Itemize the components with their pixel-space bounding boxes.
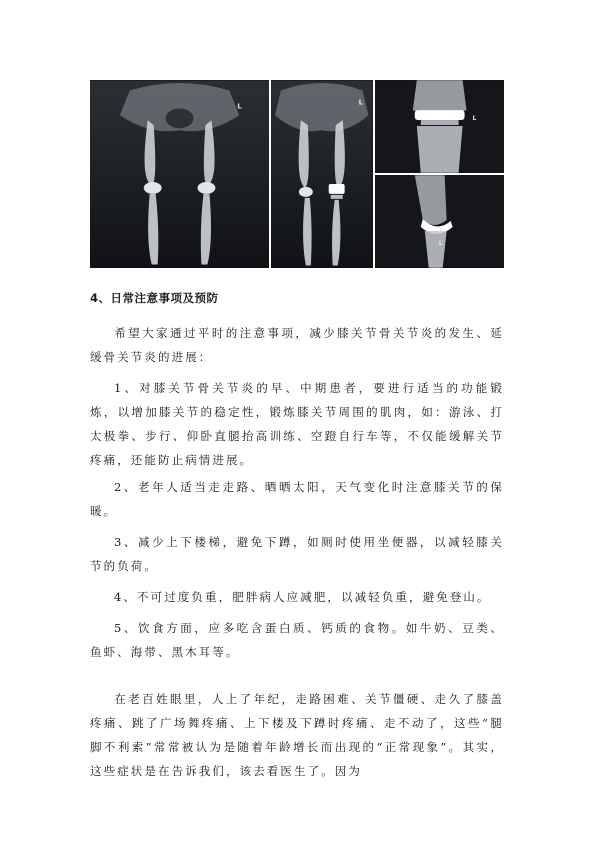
xray-preop-graphic (90, 80, 269, 268)
paragraph-item-4 (90, 585, 504, 609)
paragraph-item-1 (90, 376, 504, 472)
paragraph-item-2 (90, 475, 504, 523)
paragraph-item-5 (90, 616, 504, 664)
xray-marker-4: L (438, 239, 443, 247)
paragraph-intro (90, 321, 504, 369)
paragraph-item-2-text: 2、老年人适当走走路、晒晒太阳，天气变化时注意膝关节的保暖。 (90, 480, 504, 518)
paragraph-item-3-text: 3、减少上下楼梯，避免下蹲，如厕时使用坐便器，以减轻膝关节的负荷。 (90, 535, 504, 573)
paragraph-closing-text: 在老百姓眼里，人上了年纪，走路困难、关节僵硬、走久了膝盖疼痛、跳了广场舞疼痛、上下楼及下蹲时疼痛、走不动了，这些“腿脚不利索”常常被认为是随着年龄增长而出现的“正常现象”。其实，这些症状是在告诉我们，该去看医生了。因为 (90, 692, 504, 778)
xray-preop-full-leg (90, 80, 269, 268)
xray-image-strip (90, 80, 504, 268)
paragraph-item-3 (90, 530, 504, 578)
xray-postop-graphic (271, 80, 373, 268)
section-heading: 4、日常注意事项及预防 (90, 291, 219, 305)
xray-knee-detail-column (375, 80, 504, 268)
xray-postop-full-leg (271, 80, 373, 268)
xray-knee-lateral (375, 175, 504, 268)
paragraph-intro-text: 希望大家通过平时的注意事项，减少膝关节骨关节炎的发生、延缓骨关节炎的进展： (90, 326, 504, 364)
xray-marker-3: L (472, 115, 476, 123)
paragraph-item-4-text: 4、不可过度负重，肥胖病人应减肥，以减轻负重，避免登山。 (114, 590, 491, 604)
xray-marker-2: L (358, 98, 364, 107)
xray-marker-1: L (237, 102, 242, 111)
xray-knee-ap (375, 80, 504, 173)
paragraph-item-1-text: 1、对膝关节骨关节炎的早、中期患者，要进行适当的功能锻炼，以增加膝关节的稳定性，锻炼膝关节周围的肌肉，如：游泳、打太极拳、步行、仰卧直腿抬高训练、空蹬自行车等，不仅能缓解关节疼痛，还能防止病情进展。 (90, 381, 504, 467)
paragraph-closing (90, 687, 504, 783)
paragraph-item-5-text: 5、饮食方面，应多吃含蛋白质、钙质的食物。如牛奶、豆类、鱼虾、海带、黑木耳等。 (90, 621, 504, 659)
